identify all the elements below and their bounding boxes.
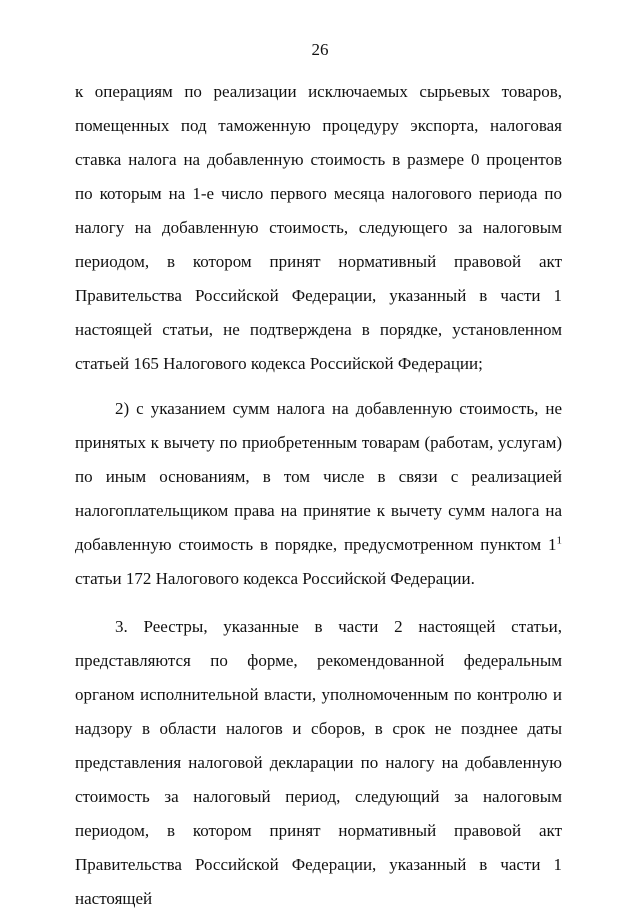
paragraph-item-2 [75,392,562,596]
page-number: 26 [311,40,329,59]
document-body [75,75,562,916]
footnote-superscript: 1 [556,534,562,547]
paragraph-item-2-text: 2) с указанием сумм налога на добавленную стоимость, не принятых к вычету по приобретенным товарам (работам, услугам) по иным основаниям, в том числе в связи с реализацией налогоплательщиком права на принятие к вычету сумм налога на добавленную стоимость в порядке, предусмотренном пунктом 1 [75,399,562,554]
paragraph-continuation: к операциям по реализации исключаемых сырьевых товаров, помещенных под таможенную процедуру экспорта, налоговая ставка налога на добавленную стоимость в размере 0 процентов по которым на 1-е число первого месяца налогового периода по налогу на добавленную стоимость, следующего за налоговым периодом, в котором принят нормативный правовой акт Правительства Российской Федерации, указанный в части 1 настоящей статьи, не подтверждена в порядке, установленном статьей 165 Налогового кодекса Российской Федерации; [75,82,562,373]
paragraph-item-2-tail: статьи 172 Налогового кодекса Российской Федерации. [75,569,475,588]
paragraph-section-3: 3. Реестры, указанные в части 2 настоящей статьи, представляются по форме, рекомендованной федеральным органом исполнительной власти, уполномоченным по контролю и надзору в области налогов и сборов, в срок не позднее даты представления налоговой декларации по налогу на добавленную стоимость за налоговый период, следующий за налоговым периодом, в котором принят нормативный правовой акт Правительства Российской Федерации, указанный в части 1 настоящей [75,617,562,908]
